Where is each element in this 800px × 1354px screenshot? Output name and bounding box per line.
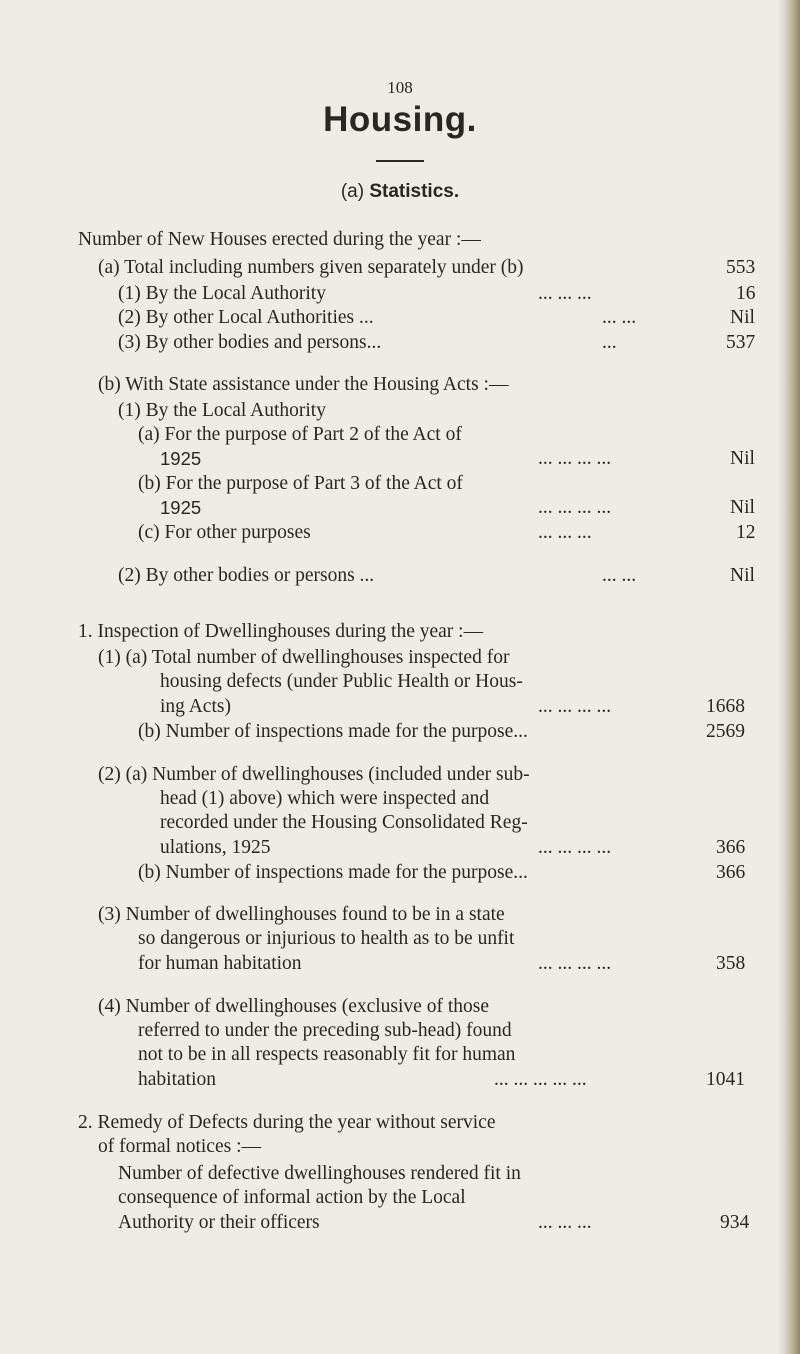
value-insp-3: 358 — [716, 953, 746, 974]
leader-dots: ... ... ... ... — [538, 497, 612, 518]
value-sa-part2: Nil — [730, 448, 755, 469]
value-sa-other-purposes: 12 — [736, 522, 756, 543]
line-sa-part2-year: 1925 — [160, 448, 202, 469]
value-sa-other-bodies: Nil — [730, 565, 755, 586]
value-by-local-authority: 16 — [736, 283, 756, 304]
line-insp-2b: (b) Number of inspections made for the purpose... — [138, 862, 528, 883]
value-other-authorities: Nil — [730, 307, 755, 328]
leader-dots: ... ... ... ... ... — [494, 1069, 587, 1090]
leader-dots: ... — [602, 332, 617, 353]
line-heading-new-houses: Number of New Houses erected during the year :— — [78, 229, 481, 250]
page-edge-shadow — [778, 0, 800, 1354]
leader-dots: ... ... ... ... — [538, 696, 612, 717]
line-insp-2a-2: head (1) above) which were inspected and — [160, 788, 490, 809]
leader-dots: ... ... — [602, 307, 637, 328]
leader-dots: ... ... ... — [538, 1212, 592, 1233]
line-sa-other-purposes: (c) For other purposes — [138, 522, 311, 543]
line-insp-1b: (b) Number of inspections made for the purpose... — [138, 721, 528, 742]
leader-dots: ... ... ... ... — [538, 953, 612, 974]
line-sa-local-authority: (1) By the Local Authority — [118, 400, 326, 421]
line-sa-part2: (a) For the purpose of Part 2 of the Act of — [138, 424, 462, 445]
line-insp-4-1: (4) Number of dwellinghouses (exclusive of those — [98, 996, 489, 1017]
line-remedy-2: consequence of informal action by the Local — [118, 1187, 466, 1208]
line-state-assistance: (b) With State assistance under the Housing Acts :— — [98, 374, 509, 395]
line-sa-part3-year: 1925 — [160, 497, 202, 518]
line-insp-4-2: referred to under the preceding sub-head) found — [138, 1020, 512, 1041]
line-sa-other-bodies: (2) By other bodies or persons ... — [118, 565, 375, 586]
line-sa-part3: (b) For the purpose of Part 3 of the Act of — [138, 473, 463, 494]
leader-dots: ... ... ... — [538, 522, 592, 543]
line-insp-3-3: for human habitation — [138, 953, 302, 974]
page-title: Housing. — [323, 100, 477, 139]
leader-dots: ... ... — [602, 565, 637, 586]
line-insp-2a-1: (2) (a) Number of dwellinghouses (included under sub- — [98, 764, 530, 785]
value-total-houses: 553 — [726, 257, 756, 278]
line-other-bodies: (3) By other bodies and persons... — [118, 332, 382, 353]
value-insp-2a: 366 — [716, 837, 746, 858]
leader-dots: ... ... ... ... — [538, 448, 612, 469]
value-other-bodies: 537 — [726, 332, 756, 353]
value-insp-2b: 366 — [716, 862, 746, 883]
line-insp-4-4: habitation — [138, 1069, 216, 1090]
page-number: 108 — [387, 78, 413, 97]
leader-dots: ... ... ... ... — [538, 837, 612, 858]
line-insp-2a-4: ulations, 1925 — [160, 837, 271, 858]
value-sa-part3: Nil — [730, 497, 755, 518]
heading-remedy-2: of formal notices :— — [98, 1136, 261, 1157]
section-subtitle — [0, 181, 800, 203]
line-insp-2a-3: recorded under the Housing Consolidated Reg- — [160, 812, 528, 833]
line-remedy-1: Number of defective dwellinghouses rendered fit in — [118, 1163, 521, 1184]
value-insp-1a: 1668 — [706, 696, 745, 717]
heading-inspection: 1. Inspection of Dwellinghouses during the year :— — [78, 621, 484, 642]
line-insp-1a-3: ing Acts) — [160, 696, 231, 717]
heading-remedy-1: 2. Remedy of Defects during the year without service — [78, 1112, 496, 1133]
subtitle-prefix: (a) — [340, 181, 370, 202]
line-insp-3-2: so dangerous or injurious to health as to be unfit — [138, 928, 515, 949]
line-remedy-3: Authority or their officers — [118, 1212, 320, 1233]
line-insp-3-1: (3) Number of dwellinghouses found to be in a state — [98, 904, 505, 925]
line-insp-1a-2: housing defects (under Public Health or Hous- — [160, 671, 523, 692]
line-total-houses: (a) Total including numbers given separately under (b) — [98, 257, 524, 278]
line-insp-4-3: not to be in all respects reasonably fit for human — [138, 1044, 516, 1065]
line-insp-1a-1: (1) (a) Total number of dwellinghouses inspected for — [98, 647, 510, 668]
subtitle-text: Statistics. — [369, 181, 460, 202]
line-other-authorities: (2) By other Local Authorities ... — [118, 307, 374, 328]
value-remedy: 934 — [720, 1212, 750, 1233]
title-rule — [376, 160, 424, 162]
line-by-local-authority: (1) By the Local Authority — [118, 283, 326, 304]
value-insp-1b: 2569 — [706, 721, 745, 742]
value-insp-4: 1041 — [706, 1069, 745, 1090]
leader-dots: ... ... ... — [538, 283, 592, 304]
